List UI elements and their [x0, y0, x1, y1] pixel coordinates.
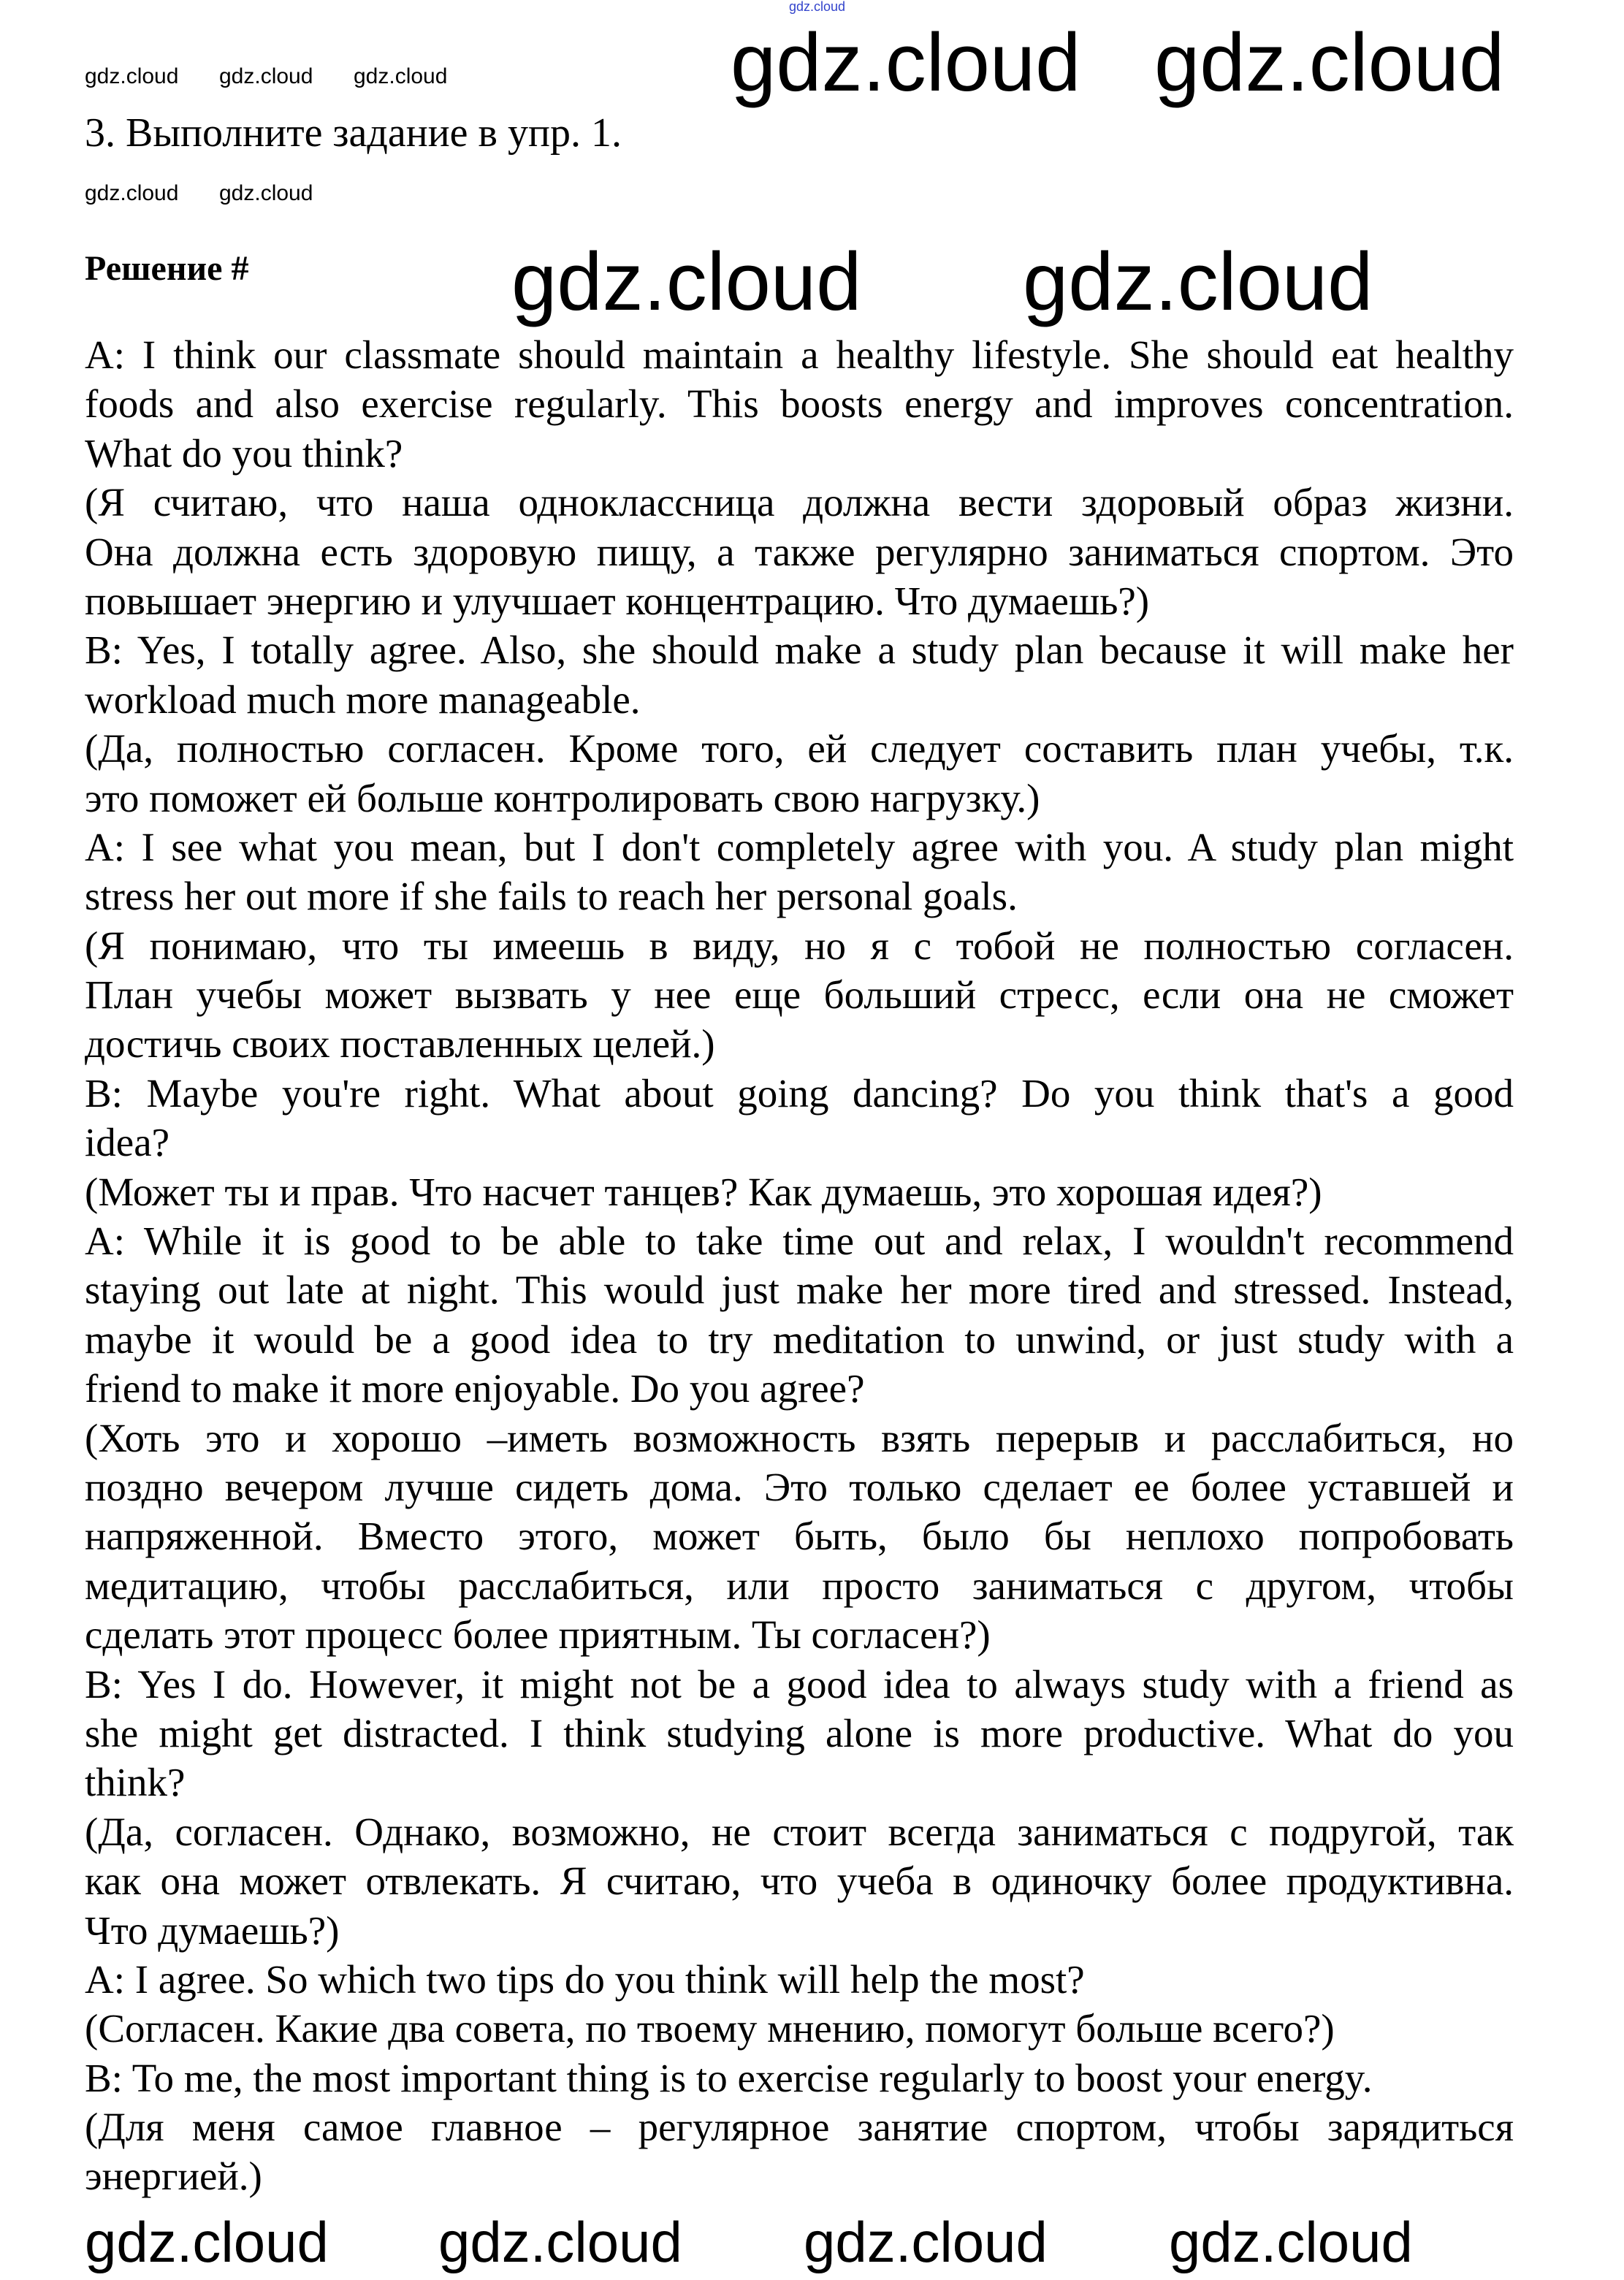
dialogue-paragraph — [85, 724, 1514, 823]
text-line: B: Yes I do. However, it might not be a good idea to always study with a friend as — [85, 1661, 1514, 1707]
dialogue-paragraph — [85, 921, 1514, 1069]
text-line: A: I agree. So which two tips do you think will help the most? — [85, 1956, 1085, 2002]
watermark: gdz.cloud — [219, 64, 313, 88]
watermark: gdz.cloud — [1154, 17, 1505, 108]
dialogue-text — [85, 330, 1514, 2201]
text-line: stress her out more if she fails to reach her personal goals. — [85, 874, 1018, 919]
text-line: A: While it is good to be able to take time out and relax, I wouldn't recommend — [85, 1219, 1514, 1264]
watermark: gdz.cloud — [731, 17, 1081, 108]
dialogue-paragraph — [85, 330, 1514, 478]
text-line: (Да, согласен. Однако, возможно, не стоит всегда заниматься с подругой, так — [85, 1809, 1514, 1854]
solution-heading: Решение # — [85, 249, 249, 288]
text-line: A: I think our classmate should maintain a healthy lifestyle. She should eat healthy — [85, 332, 1514, 377]
dialogue-paragraph — [85, 1414, 1514, 1660]
text-line: staying out late at night. This would just make her more tired and stressed. Instead, — [85, 1267, 1514, 1313]
dialogue-paragraph — [85, 2004, 1514, 2053]
text-line: A: I see what you mean, but I don't completely agree with you. A study plan might — [85, 824, 1514, 869]
text-line: friend to make it more enjoyable. Do you agree? — [85, 1366, 865, 1411]
text-line: (Согласен. Какие два совета, по твоему мнению, помогут больше всего?) — [85, 2006, 1335, 2051]
watermark: gdz.cloud — [511, 236, 862, 327]
dialogue-paragraph — [85, 1955, 1514, 2004]
watermark: gdz.cloud — [438, 2210, 682, 2274]
text-line: idea? — [85, 1120, 170, 1165]
text-line: (Я понимаю, что ты имеешь в виду, но я с тобой не полностью согласен. — [85, 923, 1514, 968]
text-line: B: To me, the most important thing is to exercise regularly to boost your energy. — [85, 2055, 1373, 2100]
text-line: Она должна есть здоровую пищу, а также регулярно заниматься спортом. Это — [85, 529, 1514, 574]
text-line: как она может отвлекать. Я считаю, что учеба в одиночку более продуктивна. — [85, 1858, 1514, 1904]
watermark: gdz.cloud — [804, 2210, 1048, 2274]
text-line: медитацию, чтобы расслабиться, или просто заниматься с другом, чтобы — [85, 1563, 1514, 1608]
text-line: это поможет ей больше контролировать свою нагрузку.) — [85, 775, 1040, 820]
text-line: Что думаешь?) — [85, 1907, 340, 1953]
dialogue-paragraph — [85, 625, 1514, 724]
text-line: достичь своих поставленных целей.) — [85, 1021, 715, 1067]
text-line: энергией.) — [85, 2154, 262, 2199]
text-line: (Хоть это и хорошо –иметь возможность взять перерыв и расслабиться, но — [85, 1415, 1514, 1460]
watermark: gdz.cloud — [354, 64, 448, 88]
text-line: План учебы может вызвать у нее еще больший стресс, если она не сможет — [85, 972, 1514, 1018]
watermark: gdz.cloud — [85, 64, 179, 88]
dialogue-paragraph — [85, 1167, 1514, 1216]
text-line: What do you think? — [85, 430, 403, 476]
text-line: (Может ты и прав. Что насчет танцев? Как думаешь, это хорошая идея?) — [85, 1169, 1322, 1214]
text-line: повышает энергию и улучшает концентрацию. Что думаешь?) — [85, 578, 1150, 623]
dialogue-paragraph — [85, 2102, 1514, 2201]
watermark: gdz.cloud — [85, 2210, 329, 2274]
watermark: gdz.cloud — [85, 181, 179, 205]
dialogue-paragraph — [85, 2054, 1514, 2102]
task-title: 3. Выполните задание в упр. 1. — [85, 110, 622, 156]
dialogue-paragraph — [85, 1660, 1514, 1807]
text-line: B: Maybe you're right. What about going dancing? Do you think that's a good — [85, 1070, 1514, 1116]
dialogue-paragraph — [85, 478, 1514, 625]
text-line: поздно вечером лучше сидеть дома. Это только сделает ее более уставшей и — [85, 1464, 1514, 1509]
watermark: gdz.cloud — [1023, 236, 1373, 327]
text-line: (Я считаю, что наша одноклассница должна вести здоровый образ жизни. — [85, 480, 1514, 525]
text-line: workload much more manageable. — [85, 676, 641, 722]
text-line: напряженной. Вместо этого, может быть, было бы неплохо попробовать — [85, 1514, 1514, 1559]
dialogue-paragraph — [85, 1807, 1514, 1955]
text-line: foods and also exercise regularly. This boosts energy and improves concentration. — [85, 381, 1514, 427]
text-line: she might get distracted. I think studying alone is more productive. What do you — [85, 1710, 1514, 1755]
watermark: gdz.cloud — [219, 181, 313, 205]
text-line: B: Yes, I totally agree. Also, she should make a study plan because it will make her — [85, 628, 1514, 673]
dialogue-paragraph — [85, 1069, 1514, 1167]
watermark: gdz.cloud — [789, 0, 846, 14]
text-line: maybe it would be a good idea to try meditation to unwind, or just study with a — [85, 1316, 1514, 1362]
text-line: сделать этот процесс более приятным. Ты согласен?) — [85, 1612, 991, 1658]
watermark: gdz.cloud — [1169, 2210, 1413, 2274]
text-line: think? — [85, 1760, 186, 1805]
text-line: (Для меня самое главное – регулярное занятие спортом, чтобы зарядиться — [85, 2105, 1514, 2150]
dialogue-paragraph — [85, 823, 1514, 921]
text-line: (Да, полностью согласен. Кроме того, ей следует составить план учебы, т.к. — [85, 726, 1514, 771]
dialogue-paragraph — [85, 1216, 1514, 1414]
